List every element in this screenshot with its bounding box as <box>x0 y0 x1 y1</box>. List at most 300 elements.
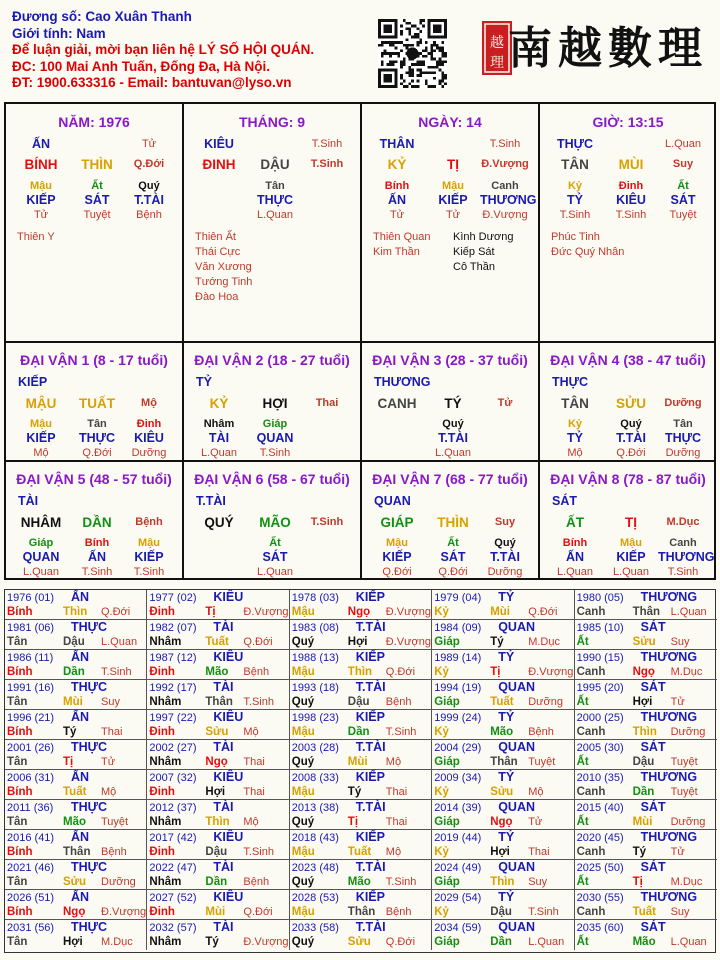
year-branch: Mão <box>490 726 514 738</box>
year-god: KIÊU <box>213 590 244 604</box>
hidden-stem-phase: Dưỡng <box>665 447 701 459</box>
year-phase: Thai <box>243 756 265 768</box>
year-god: T.TÀI <box>355 680 386 694</box>
year-branch: Tý <box>347 786 362 798</box>
year-god: THƯƠNG <box>640 650 698 664</box>
hidden-stem-phase: Q.Đới <box>382 566 412 578</box>
year-branch: Ngọ <box>490 816 513 828</box>
pillar-branch: THÌN <box>81 157 113 172</box>
hidden-stem-phase: Mộ <box>567 447 583 459</box>
year-god: THƯƠNG <box>640 710 698 724</box>
year-god: TỶ <box>498 770 515 784</box>
year-label: 1987 (12) <box>149 652 197 664</box>
year-cell <box>5 800 147 830</box>
year-cell <box>147 920 289 950</box>
hidden-stem-god: QUAN <box>256 431 294 445</box>
year-label: 2020 (45) <box>576 832 624 844</box>
year-label: 2026 (51) <box>7 892 55 904</box>
year-branch: Tị <box>347 816 359 828</box>
dai-van-8 <box>540 462 716 580</box>
year-god: TÀI <box>213 740 234 754</box>
year-phase: Bệnh <box>243 666 270 678</box>
year-label: 2023 (48) <box>291 862 339 874</box>
year-phase: Mộ <box>385 846 402 858</box>
year-god: KIÊU <box>213 710 244 724</box>
year-stem: Mậu <box>291 726 315 738</box>
hidden-stem: Bính <box>384 180 410 192</box>
year-label: 1982 (07) <box>149 622 197 634</box>
year-cell <box>5 590 147 620</box>
year-cell <box>432 830 574 860</box>
year-label: 2018 (43) <box>291 832 339 844</box>
pillar-branch: TỊ <box>447 157 459 172</box>
star-item: Đức Quý Nhân <box>551 246 625 258</box>
hidden-stem-phase: Tuyệt <box>669 209 697 221</box>
year-phase: Đ.Vượng <box>101 906 147 918</box>
hidden-stem-phase: Mộ <box>33 447 49 459</box>
star-item: Kim Thần <box>373 246 420 258</box>
hidden-stem-god: TỶ <box>567 193 583 207</box>
dai-van-6 <box>184 462 360 580</box>
hidden-stem: Kỷ <box>567 180 583 192</box>
year-cell <box>147 590 289 620</box>
pillar-3 <box>362 104 538 341</box>
hidden-stem: Giáp <box>28 537 54 549</box>
dai-van-branch: TỊ <box>625 515 637 530</box>
year-god: QUAN <box>498 860 535 874</box>
year-god: TÀI <box>213 860 234 874</box>
year-cell <box>290 590 432 620</box>
year-cell <box>575 770 717 800</box>
year-stem: Đinh <box>149 726 175 738</box>
year-cell <box>290 620 432 650</box>
star-item: Văn Xương <box>195 261 252 273</box>
year-god: KIÊU <box>213 770 244 784</box>
hidden-stem: Ất <box>91 180 103 192</box>
hidden-stem-god: THƯƠNG <box>658 550 715 564</box>
hidden-stem-phase: T.Sinh <box>259 447 291 459</box>
year-stem: Tân <box>7 936 28 948</box>
hidden-stem: Mậu <box>442 180 464 192</box>
year-stem: Bính <box>7 786 33 798</box>
dai-van-branch: HỢI <box>262 396 288 411</box>
year-cell <box>290 740 432 770</box>
hidden-stem-phase: Tử <box>33 209 49 221</box>
year-phase: Mộ <box>528 786 544 798</box>
year-label: 2003 (28) <box>291 742 339 754</box>
year-cell <box>5 860 147 890</box>
year-label: 2017 (42) <box>149 832 197 844</box>
year-god: TÀI <box>213 920 234 934</box>
year-god: SÁT <box>640 860 666 874</box>
year-phase: Tuyệt <box>670 756 698 768</box>
year-cell <box>432 770 574 800</box>
year-cell <box>290 650 432 680</box>
year-god: KIẾP <box>355 770 385 784</box>
hidden-stem-phase: L.Quan <box>556 566 594 578</box>
pillar-hidden-god: T.Sinh <box>311 138 343 150</box>
dai-van-stem: ẤT <box>566 515 584 530</box>
year-stem: Giáp <box>434 936 460 948</box>
hidden-stem-god: SÁT <box>262 550 288 564</box>
year-label: 1992 (17) <box>149 682 197 694</box>
year-label: 1994 (19) <box>434 682 482 694</box>
year-branch: Hợi <box>490 846 510 858</box>
year-stem: Quý <box>291 696 315 708</box>
hidden-stem-god: T.TÀI <box>438 431 468 445</box>
pillar-4 <box>540 104 716 341</box>
year-branch: Sửu <box>347 936 371 948</box>
year-branch: Tuất <box>632 906 657 918</box>
year-branch: Mùi <box>347 756 368 768</box>
year-cell <box>147 860 289 890</box>
hidden-stem-phase: Tử <box>389 209 405 221</box>
hidden-stem-god: THỰC <box>256 193 294 207</box>
year-stem: Kỷ <box>434 786 449 798</box>
dai-van-phase: Bệnh <box>135 516 163 528</box>
year-god: THỰC <box>71 680 108 694</box>
year-stem: Đinh <box>149 786 175 798</box>
hidden-stem-phase: Bệnh <box>136 209 162 221</box>
year-label: 2022 (47) <box>149 862 197 874</box>
star-item: Thiên Ất <box>195 231 236 243</box>
hidden-stem: Mậu <box>30 418 52 430</box>
hidden-stem-god: THƯƠNG <box>480 193 537 207</box>
year-label: 2015 (40) <box>576 802 624 814</box>
year-label: 2031 (56) <box>7 922 55 934</box>
hidden-stem-god: SÁT <box>670 193 696 207</box>
year-branch: Dần <box>347 726 370 738</box>
hidden-stem-phase: Tuyệt <box>83 209 111 221</box>
dai-van-stem-god: QUAN <box>374 494 411 508</box>
year-branch: Sửu <box>632 636 656 648</box>
year-label: 2032 (57) <box>149 922 197 934</box>
year-god: ẤN <box>71 830 90 844</box>
year-phase: L.Quan <box>528 936 565 948</box>
year-label: 1999 (24) <box>434 712 482 724</box>
hidden-stem: Nhâm <box>203 418 235 430</box>
year-cell <box>290 890 432 920</box>
year-god: TỶ <box>498 710 515 724</box>
hidden-stem-phase: Dưỡng <box>131 447 167 459</box>
year-stem: Giáp <box>434 696 460 708</box>
year-branch: Hợi <box>632 696 653 708</box>
hidden-stem-god: KIẾP <box>26 431 56 445</box>
hidden-stem-phase: T.Sinh <box>559 209 591 221</box>
year-phase: Mộ <box>101 786 117 798</box>
year-branch: Dậu <box>490 906 512 918</box>
phone-email-line: ĐT: 1900.633316 - Email: bantuvan@lyso.vn <box>12 75 292 90</box>
year-label: 2008 (33) <box>291 772 339 784</box>
year-phase: T.Sinh <box>243 696 274 708</box>
year-label: 2027 (52) <box>149 892 197 904</box>
dai-van-stem: MẬU <box>25 396 57 411</box>
year-god: TỶ <box>498 650 515 664</box>
year-cell <box>575 620 717 650</box>
dai-van-phase: Thai <box>315 397 339 409</box>
dai-van-7 <box>362 462 538 580</box>
year-branch: Tị <box>63 756 74 768</box>
year-branch: Tuất <box>63 786 87 798</box>
year-cell <box>147 770 289 800</box>
year-god: KIẾP <box>355 650 385 664</box>
year-label: 2024 (49) <box>434 862 482 874</box>
year-god: QUAN <box>498 740 535 754</box>
year-label: 2011 (36) <box>7 802 54 814</box>
year-god: SÁT <box>640 920 666 934</box>
year-branch: Ngọ <box>205 756 228 768</box>
year-god: QUAN <box>498 800 535 814</box>
year-cell <box>5 830 147 860</box>
year-stem: Ất <box>576 816 589 828</box>
bazi-chart <box>4 102 716 580</box>
year-branch: Hợi <box>205 786 226 798</box>
year-stem: Kỷ <box>434 726 449 738</box>
qr-code[interactable] <box>378 19 447 88</box>
year-phase: Bệnh <box>101 846 127 858</box>
year-branch: Tuất <box>347 846 372 858</box>
hidden-stem: Bính <box>84 537 110 549</box>
pillar-2 <box>184 104 360 341</box>
year-god: T.TÀI <box>355 920 386 934</box>
hidden-stem: Mậu <box>138 537 160 549</box>
year-label: 1985 (10) <box>576 622 624 634</box>
hidden-stem-god: TỶ <box>567 431 583 445</box>
year-phase: Suy <box>670 906 690 918</box>
year-branch: Tý <box>205 936 219 948</box>
year-stem: Nhâm <box>149 636 182 648</box>
star-item: Kiếp Sát <box>453 246 495 258</box>
dai-van-phase: T.Sinh <box>310 516 344 528</box>
year-stem: Quý <box>291 756 315 768</box>
hidden-stem-phase: Q.Đới <box>438 566 468 578</box>
contact-line: Để luận giải, mời bạn liên hệ LÝ SỐ HỘI QUÁN. <box>12 42 315 57</box>
year-phase: L.Quan <box>670 936 707 948</box>
pillar-stem: ĐINH <box>202 157 236 172</box>
pillar-stem-god: KIÊU <box>204 137 234 151</box>
year-label: 2030 (55) <box>576 892 624 904</box>
year-cell <box>5 740 147 770</box>
year-god: T.TÀI <box>355 860 386 874</box>
year-phase: Tuyệt <box>528 756 556 768</box>
year-branch: Thìn <box>347 666 373 678</box>
year-cell <box>575 680 717 710</box>
hidden-stem-god: SÁT <box>440 550 466 564</box>
hidden-stem: Tân <box>673 418 693 430</box>
year-stem: Canh <box>576 606 606 618</box>
hidden-stem-phase: Dưỡng <box>487 566 523 578</box>
hidden-stem-phase: L.Quan <box>612 566 650 578</box>
year-phase: Q.Đới <box>528 606 558 618</box>
year-phase: Suy <box>101 696 120 708</box>
year-cell <box>432 920 574 950</box>
hidden-stem-god: QUAN <box>22 550 60 564</box>
year-cell <box>147 620 289 650</box>
year-label: 1984 (09) <box>434 622 482 634</box>
year-branch: Ngọ <box>347 606 371 618</box>
year-cell <box>432 740 574 770</box>
pillar-branch: DẬU <box>260 157 290 172</box>
year-god: SÁT <box>640 740 666 754</box>
year-cell <box>432 590 574 620</box>
dai-van-stem-god: KIẾP <box>18 375 48 389</box>
year-label: 2028 (53) <box>291 892 339 904</box>
year-phase: M.Dục <box>670 666 703 678</box>
hidden-stem: Mậu <box>620 537 642 549</box>
year-stem: Quý <box>291 636 315 648</box>
year-stem: Đinh <box>149 846 175 858</box>
year-god: SÁT <box>640 620 666 634</box>
year-phase: Đ.Vượng <box>385 606 431 618</box>
year-label: 2006 (31) <box>7 772 55 784</box>
year-god: THỰC <box>71 740 108 754</box>
year-label: 2007 (32) <box>149 772 197 784</box>
dai-van-title: ĐẠI VẬN 6 (58 - 67 tuổi) <box>194 471 350 487</box>
dai-van-stem: KỶ <box>209 396 229 411</box>
year-stem: Giáp <box>434 636 460 648</box>
year-phase: Q.Đới <box>385 936 416 948</box>
hidden-stem-god: T.TÀI <box>134 193 164 207</box>
year-branch: Dần <box>490 936 512 948</box>
address-line: ĐC: 100 Mai Anh Tuấn, Đống Đa, Hà Nội. <box>12 58 271 74</box>
year-label: 1997 (22) <box>149 712 197 724</box>
year-stem: Mậu <box>291 906 315 918</box>
year-stem: Nhâm <box>149 756 182 768</box>
dai-van-stem-god: SÁT <box>552 494 577 508</box>
year-stem: Tân <box>7 756 28 768</box>
year-god: TÀI <box>213 620 234 634</box>
dai-van-stem-god: T.TÀI <box>196 494 226 508</box>
hidden-stem-god: KIÊU <box>134 431 164 445</box>
dai-van-title: ĐẠI VẬN 2 (18 - 27 tuổi) <box>194 352 350 368</box>
year-phase: T.Sinh <box>528 906 559 918</box>
year-stem: Giáp <box>434 816 460 828</box>
year-label: 2016 (41) <box>7 832 55 844</box>
year-phase: Dưỡng <box>101 876 136 888</box>
year-god: ẤN <box>71 770 90 784</box>
hidden-stem-god: ẤN <box>387 193 407 207</box>
year-cell <box>290 710 432 740</box>
year-label: 1983 (08) <box>291 622 339 634</box>
year-god: QUAN <box>498 680 535 694</box>
hidden-stem-god: ẤN <box>565 550 585 564</box>
year-stem: Ất <box>576 696 589 708</box>
year-cell <box>575 590 717 620</box>
year-phase: Dưỡng <box>670 816 706 828</box>
hidden-stem-god: THỰC <box>78 431 116 445</box>
hidden-stem-god: THỰC <box>664 431 702 445</box>
dai-van-1 <box>6 343 182 460</box>
year-god: ẤN <box>71 590 90 604</box>
year-branch: Dậu <box>347 696 370 708</box>
year-god: TÀI <box>213 800 234 814</box>
hidden-stem: Ất <box>269 537 281 549</box>
year-cell <box>5 890 147 920</box>
dai-van-branch: THÌN <box>437 515 469 530</box>
year-cell <box>575 650 717 680</box>
year-phase: Tử <box>101 756 116 768</box>
year-branch: Dần <box>632 786 655 798</box>
dai-van-title: ĐẠI VẬN 7 (68 - 77 tuổi) <box>372 471 528 487</box>
year-cell <box>147 650 289 680</box>
pillar-stem-god: THÂN <box>379 137 415 151</box>
year-stem: Ất <box>576 756 589 768</box>
year-label: 2010 (35) <box>576 772 624 784</box>
hidden-stem-god: SÁT <box>84 193 110 207</box>
year-god: KIẾP <box>355 710 385 724</box>
year-stem: Canh <box>576 906 606 918</box>
year-cell <box>290 830 432 860</box>
year-phase: Bệnh <box>385 696 412 708</box>
hidden-stem: Tân <box>265 180 285 192</box>
year-label: 1995 (20) <box>576 682 624 694</box>
year-phase: Tử <box>670 846 685 858</box>
pillar-stem-god: THỰC <box>556 137 594 151</box>
year-god: THƯƠNG <box>640 770 698 784</box>
year-god: KIẾP <box>355 890 385 904</box>
year-phase: Bệnh <box>528 726 554 738</box>
year-phase: Tuyệt <box>670 786 698 798</box>
year-branch: Thìn <box>632 726 657 738</box>
year-stem: Giáp <box>434 756 460 768</box>
year-label: 1976 (01) <box>7 592 55 604</box>
year-label: 1996 (21) <box>7 712 55 724</box>
year-branch: Mùi <box>490 606 510 618</box>
year-branch: Thân <box>63 846 91 858</box>
year-stem: Canh <box>576 846 606 858</box>
year-label: 2035 (60) <box>576 922 624 934</box>
year-label: 2019 (44) <box>434 832 482 844</box>
year-branch: Tị <box>205 606 216 618</box>
dai-van-phase: Mộ <box>141 397 157 409</box>
pillar-title: THÁNG: 9 <box>238 114 306 130</box>
year-label: 1978 (03) <box>291 592 339 604</box>
year-phase: Bệnh <box>243 876 270 888</box>
dai-van-phase: M.Dục <box>666 516 700 528</box>
hidden-stem: Ất <box>677 180 689 192</box>
dai-van-stem-god: TÀI <box>18 494 39 508</box>
year-god: THƯƠNG <box>640 890 698 904</box>
year-stem: Tân <box>7 876 28 888</box>
year-phase: Thai <box>528 846 550 858</box>
year-phase: Bệnh <box>385 906 412 918</box>
year-stem: Mậu <box>291 666 315 678</box>
year-branch: Mão <box>347 876 371 888</box>
star-item: Thiên Quan <box>373 231 431 243</box>
brand-logo <box>480 7 710 93</box>
year-branch: Tuất <box>205 636 229 648</box>
year-label: 1990 (15) <box>576 652 624 664</box>
hidden-stem-phase: L.Quan <box>256 209 294 221</box>
dai-van-stem: CANH <box>377 396 417 411</box>
year-branch: Dần <box>205 876 228 888</box>
year-phase: Dưỡng <box>670 726 706 738</box>
dai-van-4 <box>540 343 716 460</box>
year-cell <box>432 890 574 920</box>
hidden-stem-god: KIÊU <box>616 193 646 207</box>
year-god: QUAN <box>498 620 535 634</box>
dai-van-stem-god: THƯƠNG <box>374 375 431 389</box>
year-cell <box>290 920 432 950</box>
year-god: THỰC <box>71 800 108 814</box>
year-stem: Nhâm <box>149 696 182 708</box>
year-branch: Mùi <box>205 906 226 918</box>
year-phase: Dưỡng <box>528 696 563 708</box>
year-phase: Q.Đới <box>101 606 131 618</box>
year-god: T.TÀI <box>355 740 386 754</box>
year-cell <box>432 800 574 830</box>
year-label: 2025 (50) <box>576 862 624 874</box>
